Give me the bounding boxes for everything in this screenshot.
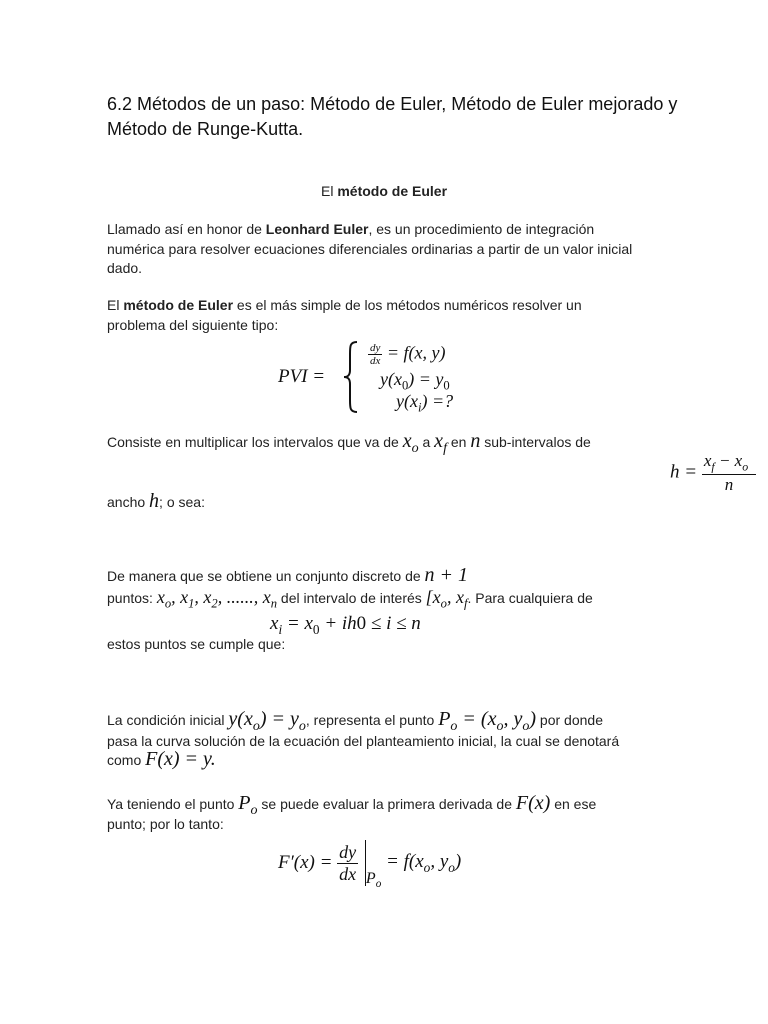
p4-a: De manera que se obtiene un conjunto discreto de: [107, 568, 421, 584]
n-plus-one: n + 1: [424, 564, 469, 586]
p3-c: en: [450, 434, 467, 450]
page-title: 6.2 Métodos de un paso: Método de Euler, Método de Euler mejorado y Método de Runge-Kutta.: [107, 94, 678, 139]
p4-b: puntos:: [107, 590, 153, 606]
paragraph-problem: [107, 296, 637, 335]
initial-condition-expr: $y(x_o) = y_o$: [228, 708, 306, 734]
p1-bold: Leonhard Euler: [265, 221, 369, 237]
paragraph-derivative-2: punto; por lo tanto:: [107, 816, 224, 832]
p3-e: ancho: [107, 494, 146, 510]
p2-a: El: [107, 297, 120, 313]
f-of-x-symbol: F(x): [515, 792, 551, 814]
paragraph-points: [107, 588, 667, 614]
points-sequence: $x_o$, $x_1$, $x_2$, ......, $x_n$: [156, 587, 278, 611]
x-o-symbol: $x_o$: [402, 430, 419, 456]
point-po-expr: $P_o = (x_o$, $y_o$): [438, 708, 537, 734]
p2-b: es el más simple de los métodos numéricos resolver un problema del siguiente tipo:: [107, 297, 582, 333]
paragraph-intro: [107, 220, 647, 279]
xi-formula: $x_i = x_0 + ih0 \le i \le n$: [270, 613, 421, 637]
solution-curve-expr: F(x) = y.: [145, 748, 216, 770]
left-brace-icon: [342, 340, 360, 414]
p5-e: como: [107, 752, 142, 768]
heading-bold: método de Euler: [337, 183, 448, 199]
h-symbol: h: [149, 490, 160, 512]
p3-f: ; o sea:: [159, 494, 205, 510]
heading-prefix: El: [320, 183, 334, 199]
interval-symbol: [$x_o$, $x_f$: [425, 587, 468, 611]
p5-a: La condición inicial: [107, 712, 225, 728]
pvi-row1-rhs: = f(x, y): [386, 342, 446, 363]
p3-a: Consiste en multiplicar los intervalos que va de: [107, 434, 399, 450]
h-formula: h = $\frac{x_f - x_o}{n}$: [670, 451, 756, 495]
p6-b: se puede evaluar la primera derivada de: [261, 796, 513, 812]
n-symbol: n: [470, 430, 481, 452]
paragraph-initial-condition-2: pasa la curva solución de la ecuación del planteamiento inicial, la cual se denotará: [107, 733, 620, 749]
p1-a: Llamado así en honor de: [107, 221, 262, 237]
p1-b: , es un procedimiento de integración numérica para resolver ecuaciones diferenciales ordinarias a partir de un valor inicial dado.: [107, 221, 633, 276]
p6-c: en ese: [554, 796, 597, 812]
paragraph-discrete-set: [107, 566, 667, 587]
paragraph-initial-condition-3: [107, 750, 216, 771]
derivative-formula: F′(x) = $\frac{dy}{dx}$ $P_o = f(x_o$, $y_o$): [278, 841, 462, 891]
section-heading: [0, 182, 768, 202]
p5-b: , representa el punto: [305, 712, 435, 728]
p6-a: Ya teniendo el punto: [107, 796, 235, 812]
p4-d: . Para cualquiera de: [467, 590, 593, 606]
pvi-row-3: $y(x_i)$ =?: [396, 391, 454, 415]
pvi-row-1: [368, 342, 446, 367]
p3-d: sub-intervalos de: [484, 434, 591, 450]
po-symbol: $P_o$: [238, 792, 258, 818]
paragraph-subintervals: [107, 432, 667, 459]
pvi-row-2: $y(x_0) = y_0$: [380, 369, 450, 393]
p3-b: a: [422, 434, 431, 450]
pvi-lhs: PVI =: [278, 366, 326, 387]
x-f-symbol: $x_f$: [434, 430, 447, 456]
paragraph-points-satisfy: estos puntos se cumple que:: [107, 636, 286, 652]
p4-c: del intervalo de interés: [280, 590, 422, 606]
dy-dx-fraction: $\frac{dy}{dx}$: [370, 342, 381, 367]
paragraph-width: [107, 492, 205, 513]
p2-bold: método de Euler: [123, 297, 234, 313]
p5-c: por donde: [539, 712, 603, 728]
